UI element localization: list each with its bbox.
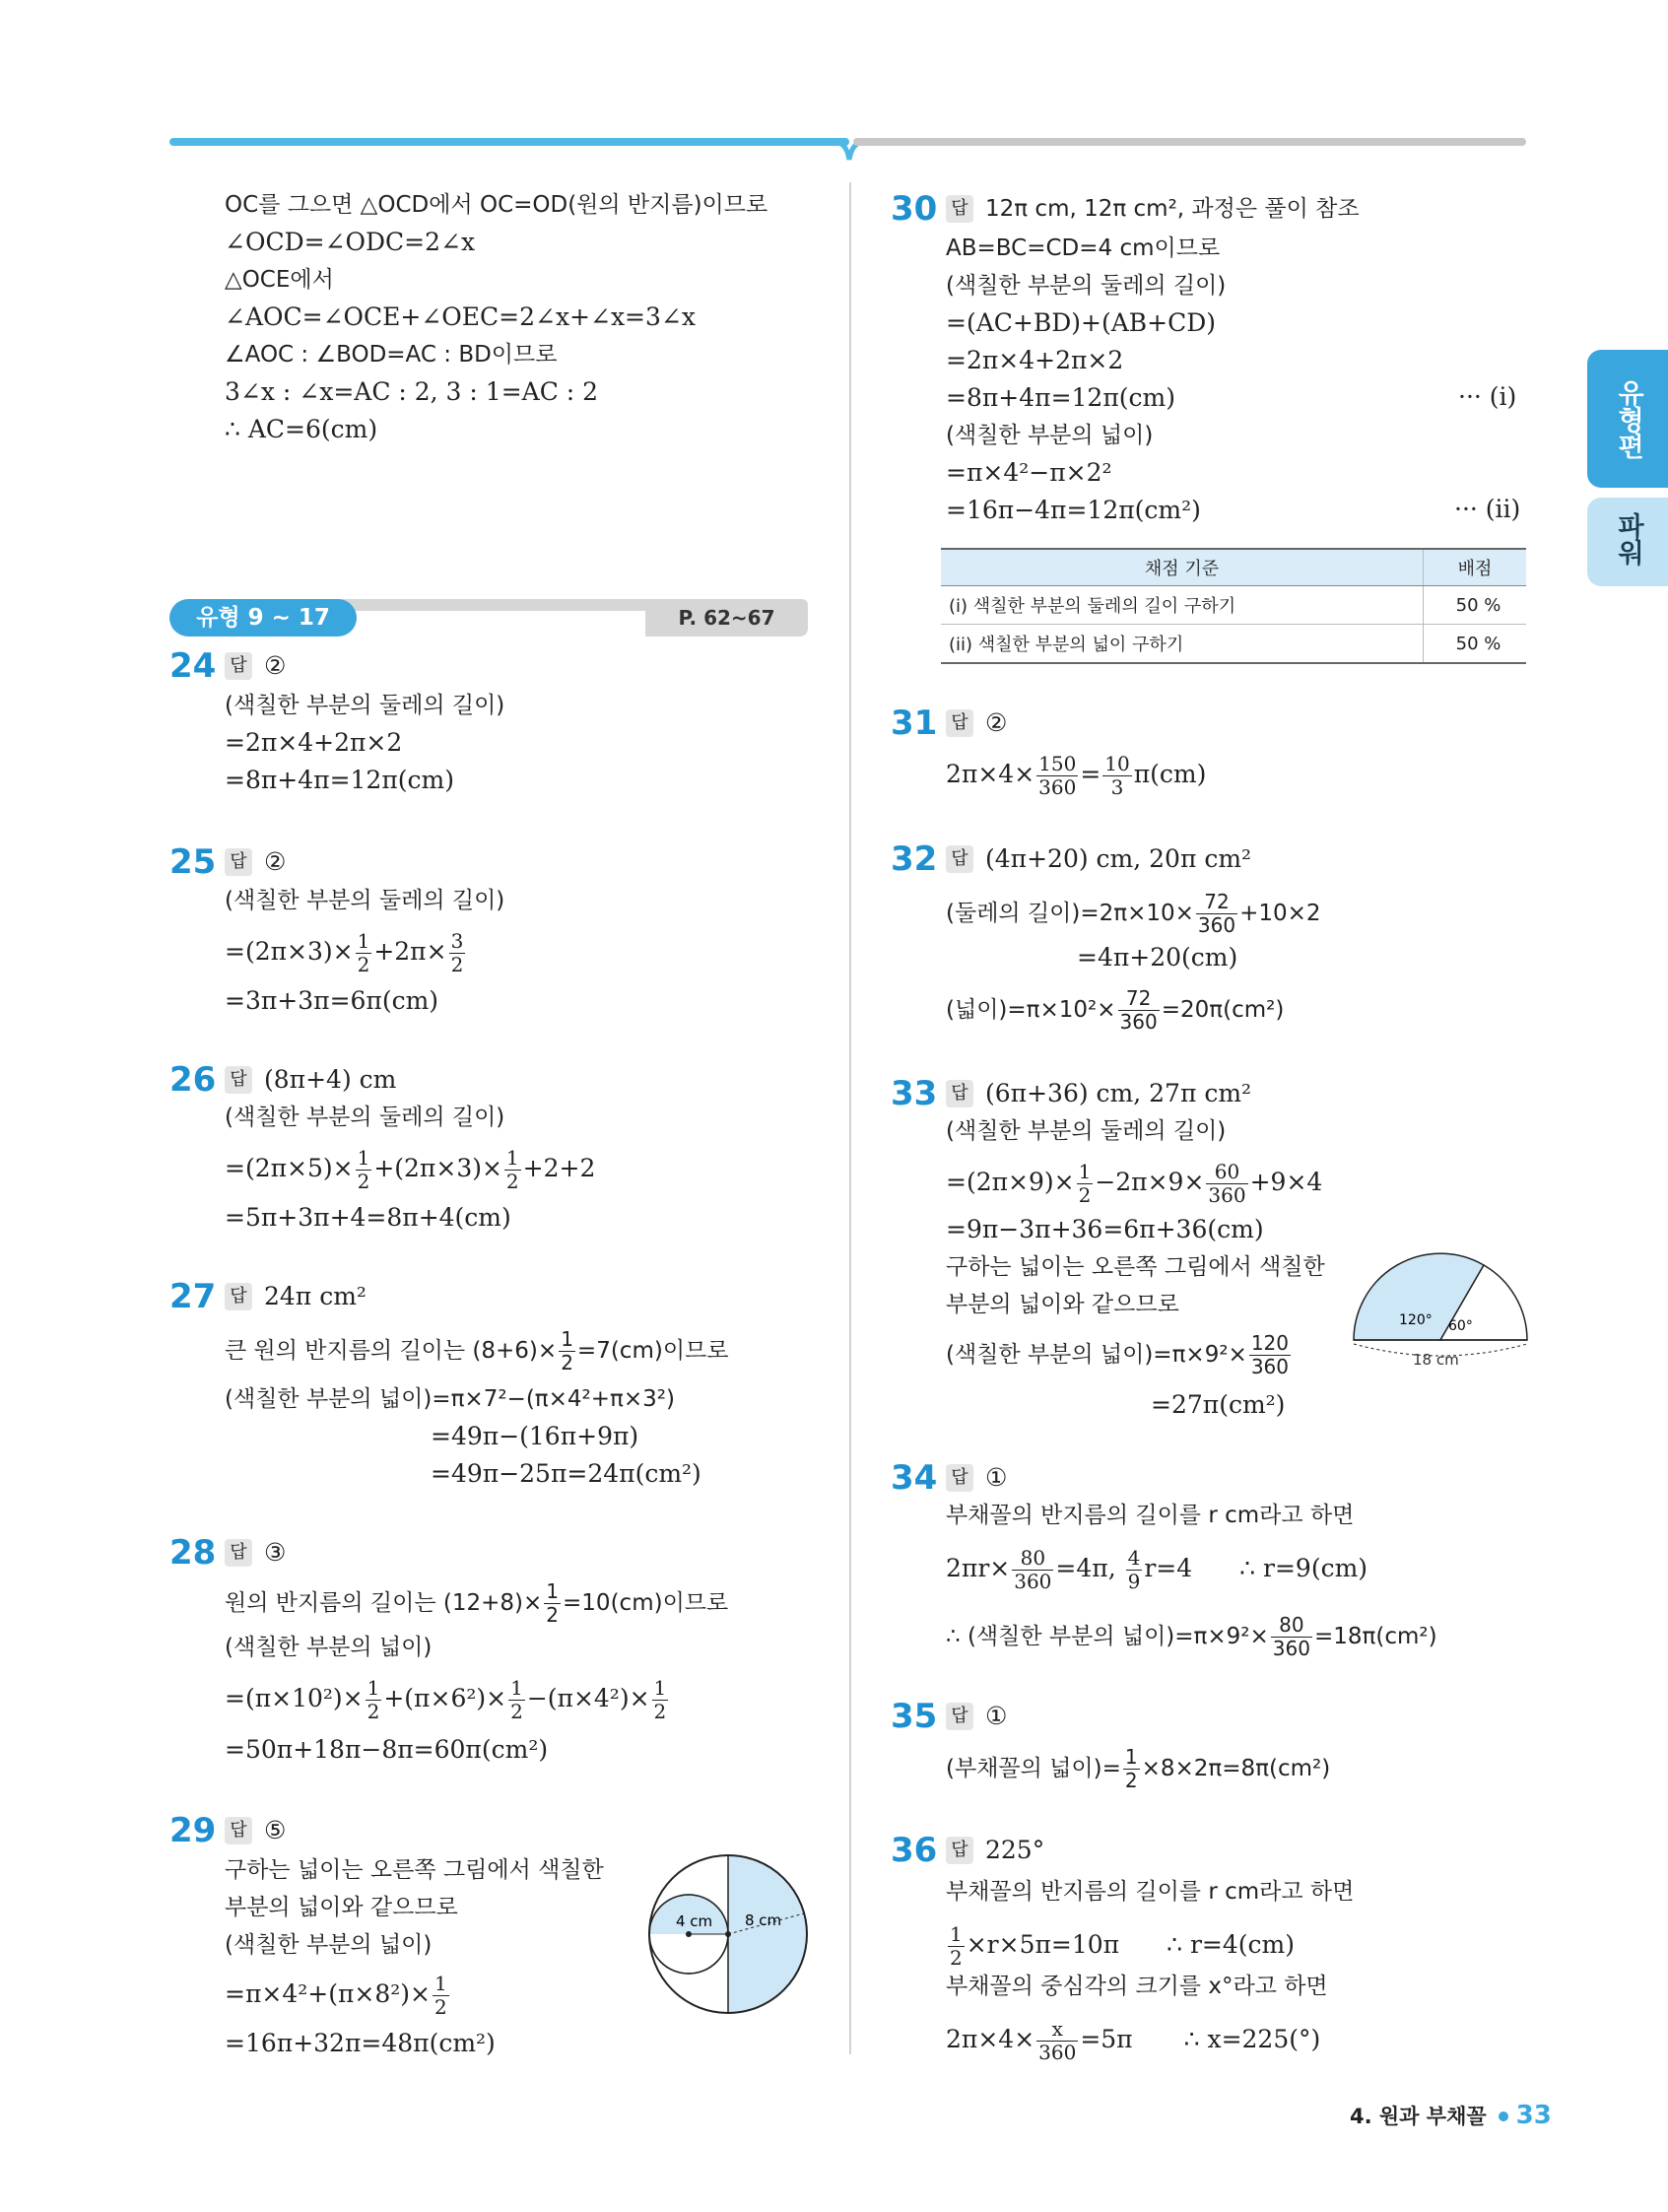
problem-number: 27 bbox=[169, 1277, 217, 1316]
text-line: 구하는 넓이는 오른쪽 그림에서 색칠한 bbox=[946, 1254, 1325, 1280]
text-line: 부채꼴의 중심각의 크기를 x°라고 하면 bbox=[946, 1974, 1328, 1999]
text-line: =8π+4π=12π(cm) bbox=[225, 766, 454, 794]
step-marker: ··· (i) bbox=[1458, 382, 1517, 411]
text-line: (색칠한 부분의 둘레의 길이) bbox=[225, 693, 505, 718]
table-row: (i) 색칠한 부분의 둘레의 길이 구하기 50 % bbox=[941, 586, 1526, 625]
text-line: 부분의 넓이와 같으므로 bbox=[225, 1895, 458, 1920]
answer-value: ② bbox=[264, 651, 287, 680]
answer-tag: 답 bbox=[946, 845, 973, 873]
label-120deg: 120° bbox=[1399, 1312, 1433, 1328]
text-line: =16π−4π=12π(cm²) bbox=[946, 496, 1201, 524]
side-tab-sub[interactable]: 파워 bbox=[1587, 498, 1668, 586]
math-line: =(2π×3)× $\frac{1}{2}$ +2π× $\frac{3}{2}$ bbox=[225, 929, 464, 976]
text-line: (색칠한 부분의 둘레의 길이) bbox=[946, 273, 1227, 299]
math-line: =(π×10²)× $\frac{1}{2}$ +(π×6²)× $\frac{1}{2}$ −(π×4²)× $\frac{1}{2}$ bbox=[225, 1676, 667, 1723]
text-line: (색칠한 부분의 넓이) bbox=[225, 1635, 433, 1660]
table-header: 채점 기준 bbox=[941, 549, 1424, 586]
side-tab-main[interactable]: 유형편 bbox=[1587, 350, 1668, 488]
text-line: =49π−25π=24π(cm²) bbox=[431, 1459, 701, 1488]
section-pages: P. 62~67 bbox=[645, 599, 808, 637]
text-line: ∠AOC : ∠BOD=AC : BD이므로 bbox=[225, 342, 558, 368]
text-line: (색칠한 부분의 둘레의 길이) bbox=[225, 1105, 505, 1130]
table-header: 배점 bbox=[1424, 549, 1527, 586]
answer-tag: 답 bbox=[225, 1283, 252, 1310]
problem-number: 29 bbox=[169, 1811, 217, 1850]
text-line: 3∠x : ∠x=AC : 2, 3 : 1=AC : 2 bbox=[225, 377, 599, 406]
answer-tag: 답 bbox=[946, 1464, 973, 1492]
problem-number: 26 bbox=[169, 1060, 217, 1100]
answer-value: (4π+20) cm, 20π cm² bbox=[985, 844, 1252, 873]
answer-value: (8π+4) cm bbox=[264, 1065, 397, 1094]
circle-figure-29 bbox=[646, 1852, 810, 2016]
problem-number: 30 bbox=[891, 189, 938, 229]
answer-value: 24π cm² bbox=[264, 1282, 367, 1310]
math-line: (넓이)=π×10²× $\frac{72}{360}$ =20π(cm²) bbox=[946, 986, 1285, 1034]
text-line: =2π×4+2π×2 bbox=[946, 346, 1124, 374]
step-marker: ··· (ii) bbox=[1454, 495, 1521, 523]
text-line: =5π+3π+4=8π+4(cm) bbox=[225, 1203, 511, 1232]
math-line: 2π×4× $\frac{x}{360}$ =5π ∴ x=225(°) bbox=[946, 2017, 1321, 2064]
math-line: =(2π×9)× $\frac{1}{2}$ −2π×9× $\frac{60}{360}$ +9×4 bbox=[946, 1160, 1323, 1207]
math-line: (부채꼴의 넓이)= $\frac{1}{2}$ ×8×2π=8π(cm²) bbox=[946, 1745, 1331, 1792]
problem-number: 31 bbox=[891, 704, 938, 743]
scoring-table bbox=[941, 548, 1526, 664]
text-line: =8π+4π=12π(cm) bbox=[946, 383, 1175, 412]
text-line: 부채꼴의 반지름의 길이를 r cm라고 하면 bbox=[946, 1503, 1355, 1528]
answer-value: ② bbox=[985, 708, 1008, 737]
text-line: (색칠한 부분의 넓이)=π×7²−(π×4²+π×3²) bbox=[225, 1386, 675, 1412]
text-line: AB=BC=CD=4 cm이므로 bbox=[946, 235, 1221, 261]
text-line: (색칠한 부분의 둘레의 길이) bbox=[946, 1118, 1227, 1144]
math-line: (색칠한 부분의 넓이)=π×9²× $\frac{120}{360}$ bbox=[946, 1331, 1290, 1378]
text-line: =9π−3π+36=6π+36(cm) bbox=[946, 1215, 1264, 1243]
section-header bbox=[169, 599, 810, 637]
text-line: 부채꼴의 반지름의 길이를 r cm라고 하면 bbox=[946, 1879, 1355, 1905]
answer-value: (6π+36) cm, 27π cm² bbox=[985, 1079, 1252, 1107]
math-line: (둘레의 길이)=2π×10× $\frac{72}{360}$ +10×2 bbox=[946, 890, 1321, 937]
math-line: =π×4²+(π×8²)× $\frac{1}{2}$ bbox=[225, 1972, 447, 2019]
answer-tag: 답 bbox=[225, 1066, 252, 1094]
header-bar-right bbox=[853, 138, 1526, 146]
label-8cm: 8 cm bbox=[745, 1911, 782, 1929]
problem-number: 28 bbox=[169, 1533, 217, 1573]
text-line: =16π+32π=48π(cm²) bbox=[225, 2029, 496, 2057]
header-bar-left bbox=[169, 138, 849, 146]
text-line: △OCE에서 bbox=[225, 267, 334, 293]
answer-tag: 답 bbox=[946, 195, 973, 223]
answer-tag: 답 bbox=[946, 1080, 973, 1107]
problem-number: 34 bbox=[891, 1458, 938, 1498]
text-line: =50π+18π−8π=60π(cm²) bbox=[225, 1735, 549, 1764]
section-label: 유형 9 ~ 17 bbox=[169, 599, 357, 637]
answer-tag: 답 bbox=[946, 1703, 973, 1730]
problem-number: 25 bbox=[169, 842, 217, 882]
answer-tag: 답 bbox=[225, 848, 252, 876]
page-footer: 4. 원과 부채꼴 33 bbox=[1350, 2101, 1552, 2130]
answer-value: 225° bbox=[985, 1836, 1045, 1864]
text-line: (색칠한 부분의 둘레의 길이) bbox=[225, 888, 505, 913]
text-line: (색칠한 부분의 넓이) bbox=[225, 1932, 433, 1958]
semicircle-figure-33 bbox=[1350, 1243, 1531, 1372]
text-line: OC를 그으면 △OCD에서 OC=OD(원의 반지름)이므로 bbox=[225, 192, 768, 218]
answer-value: ⑤ bbox=[264, 1816, 287, 1844]
text-line: ∴ AC=6(cm) bbox=[225, 415, 378, 443]
text-line: =π×4²−π×2² bbox=[946, 458, 1112, 487]
math-line: 원의 반지름의 길이는 (12+8)× $\frac{1}{2}$ =10(cm)이므로 bbox=[225, 1579, 729, 1627]
answer-value: ② bbox=[264, 847, 287, 876]
label-18cm: 18 cm bbox=[1413, 1351, 1459, 1369]
math-line: ∴ (색칠한 부분의 넓이)=π×9²× $\frac{80}{360}$ =18π(cm²) bbox=[946, 1613, 1437, 1660]
math-line: =(2π×5)× $\frac{1}{2}$ +(2π×3)× $\frac{1}{2}$ +2+2 bbox=[225, 1146, 596, 1193]
math-line: 2πr× $\frac{80}{360}$ =4π, $\frac{4}{9}$ r=4 ∴ r=9(cm) bbox=[946, 1546, 1368, 1593]
problem-number: 33 bbox=[891, 1074, 938, 1113]
text-line: =4π+20(cm) bbox=[1077, 943, 1238, 972]
page-number: 33 bbox=[1515, 2101, 1552, 2130]
answer-value: ① bbox=[985, 1463, 1008, 1492]
math-line: 큰 원의 반지름의 길이는 (8+6)× $\frac{1}{2}$ =7(cm)이므로 bbox=[225, 1327, 729, 1374]
math-line: $\frac{1}{2}$ ×r×5π=10π ∴ r=4(cm) bbox=[950, 1922, 1295, 1970]
math-line: 2π×4× $\frac{150}{360}$ = $\frac{10}{3}$ π(cm) bbox=[946, 752, 1207, 799]
answer-tag: 답 bbox=[946, 709, 973, 737]
problem-number: 32 bbox=[891, 839, 938, 879]
text-line: 부분의 넓이와 같으므로 bbox=[946, 1292, 1179, 1317]
text-line: =27π(cm²) bbox=[1151, 1390, 1286, 1419]
text-line: ∠AOC=∠OCE+∠OEC=2∠x+∠x=3∠x bbox=[225, 302, 696, 331]
label-4cm: 4 cm bbox=[676, 1912, 713, 1930]
text-line: ∠OCD=∠ODC=2∠x bbox=[225, 228, 476, 256]
text-line: =49π−(16π+9π) bbox=[431, 1422, 639, 1450]
column-divider bbox=[849, 182, 851, 2054]
label-60deg: 60° bbox=[1448, 1318, 1473, 1334]
answer-value: ③ bbox=[264, 1538, 287, 1567]
answer-tag: 답 bbox=[225, 652, 252, 680]
table-row: (ii) 색칠한 부분의 넓이 구하기 50 % bbox=[941, 625, 1526, 664]
text-line: (색칠한 부분의 넓이) bbox=[946, 423, 1154, 448]
text-line: =2π×4+2π×2 bbox=[225, 728, 403, 757]
answer-value: 12π cm, 12π cm², 과정은 풀이 참조 bbox=[985, 196, 1360, 222]
problem-number: 35 bbox=[891, 1697, 938, 1736]
answer-value: ① bbox=[985, 1702, 1008, 1730]
answer-tag: 답 bbox=[946, 1837, 973, 1864]
problem-number: 24 bbox=[169, 646, 217, 686]
text-line: 구하는 넓이는 오른쪽 그림에서 색칠한 bbox=[225, 1857, 604, 1883]
answer-tag: 답 bbox=[225, 1539, 252, 1567]
text-line: =(AC+BD)+(AB+CD) bbox=[946, 308, 1216, 337]
answer-tag: 답 bbox=[225, 1817, 252, 1844]
text-line: =3π+3π=6π(cm) bbox=[225, 986, 439, 1015]
problem-number: 36 bbox=[891, 1831, 938, 1870]
